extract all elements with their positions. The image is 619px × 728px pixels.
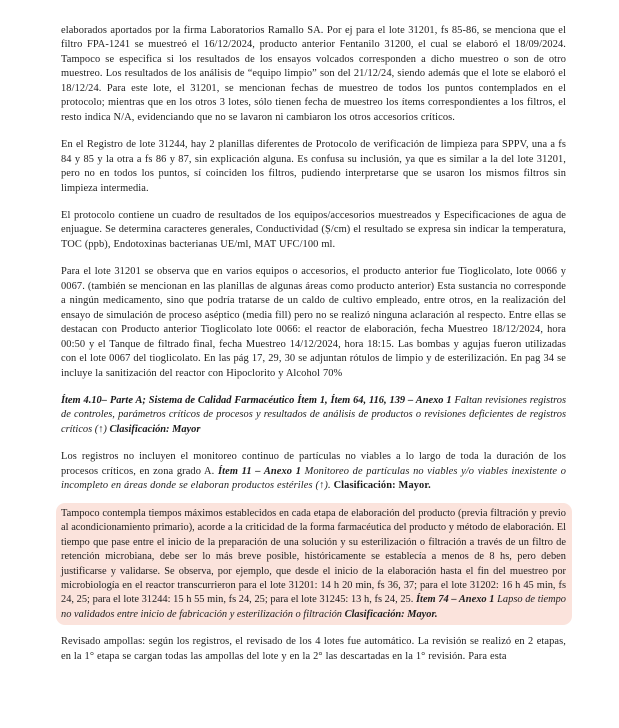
highlighted-finding-text — [61, 507, 566, 623]
paragraph-lot-31201-thioglycolate: Para el lote 31201 se observa que en varios equipos o accesorios, el producto anterior fue Tioglicolato, lote 0066 y 0067. (también se mencionan en las planillas de algunas áreas como producto anterior) Esta sustancia no corresponde a ningún medicamento, sino que podría tratarse de un caldo de cultivo empleado, entre otros, en la realización del ensayo de simulación de proceso aséptico (media fill) pero no se realizó ninguna aclaración al respecto. Entre ellas se destacan con Producto anterior Tioglicolato lote 0066: el reactor de elaboración, fecha Muestreo 18/12/2024, hora 00:50 y el Tanque de filtrado final, fecha Muestreo 14/12/2024, hora 18:15. Las bombas y agujas fueron utilizadas con el lote 0067 del tioglicolato. En las pág 17, 29, 30 se adjuntan rótulos de limpio y de esterilización. En pag 34 se incluye la sanitización del reactor con Hipoclorito y Alcohol 70% — [61, 266, 566, 379]
finding-2-reference: Ítem 11 – Anexo 1 — [218, 465, 301, 477]
highlighted-finding-classification: Clasificación: Mayor. — [344, 608, 438, 620]
paragraph-lot-31244-record: En el Registro de lote 31244, hay 2 planillas diferentes de Protocolo de verificación de limpieza para SPPV, una a fs 84 y 85 y la otra a fs 86 y 87, sin explicación alguna. Es confusa su inclusión, ya que es similar a la del lote 31201, pero no en todos los puntos, sí coinciden los filtros, pudiendo interpretarse que se usaron los mismos filtros sin limpieza intermedia. — [61, 139, 566, 194]
finding-2-lead-text: Los registros no incluyen el monitoreo continuo de partículas no viables a lo largo de toda la duración de los procesos críticos, en zona grado A. — [61, 451, 566, 477]
finding-1-reference: Ítem 4.10– Parte A; Sistema de Calidad Farmacéutico Ítem 1, Ítem 64, 116, 139 – Anexo 1 — [61, 394, 452, 406]
finding-item-11 — [61, 450, 566, 493]
finding-2-description: Monitoreo de partículas no viables y/o viables inexistente o incompleto en áreas donde se elaboran productos estériles (↑). — [61, 465, 566, 492]
finding-1-classification: Clasificación: Mayor — [109, 423, 201, 435]
paragraph-ampoule-inspection: Revisado ampollas: según los registros, el revisado de los 4 lotes fue automático. La revisión se realizó en 2 etapas, en la 1° etapa se cargan todas las ampollas del lote y en la 2° las descartadas en la 1° revisión. Para esta — [61, 636, 566, 662]
finding-2-classification: Clasificación: Mayor. — [333, 480, 431, 492]
highlighted-finding-item-74 — [61, 507, 566, 623]
highlighted-body-text: Tampoco contempla tiempos máximos establecidos en cada etapa de elaboración del producto (previa filtración y previo al acondicionamiento primario), acorde a la criticidad de la forma farmacéutica del producto y método de elaboración. El tiempo que pase entre el inicio de la preparación de una solución y su esterilización o filtración a través de un filtro de retención microbiana, debe ser lo más breve posible, históricamente se establecía a menos de 8 hs, pero deben justificarse y validarse. Se observa, por ejemplo, que desde el inicio de la elaboración hasta el fin del muestreo por microbiología en el reactor transcurrieron para el lote 31201: 14 h 20 min, fs 36, 37; para el lote 31202: 16 h 45 min, fs 24, 25; para el lote 31244: 15 h 55 min, fs 24, 25; para el lote 31245: 13 h, fs 24, 25. — [61, 507, 566, 606]
finding-item-4-10 — [61, 394, 566, 437]
highlighted-finding-description: Lapso de tiempo no validados entre inicio de fabricación y esterilización o filtración — [61, 594, 566, 620]
paragraph-protocol-results-table: El protocolo contiene un cuadro de resultados de los equipos/accesorios muestreados y Especificaciones de agua de enjuague. Se determina caracteres generales, Conductividad (Ṣ/cm) el resultado se expresa sin indicar la temperatura, TOC (ppb), Endotoxinas bacterianas UE/ml, MAT UFC/100 ml. — [61, 209, 566, 250]
paragraph-filters-sampling: elaborados aportados por la firma Laboratorios Ramallo SA. Por ej para el lote 31201, fs 85-86, se menciona que el filtro FPA-1241 se muestreó el 16/12/2024, producto anterior Fentanilo 31200, el cual se elaboró el 18/09/2024. Tampoco se especifica si los resultados de los ensayos volcados corresponden a dicho muestreo o son de otro muestreo. Los resultados de los análisis de “equipo limpio” son del 21/12/24, siendo además que el lote se elaboró el 18/12/24. Para este lote, el 31201, se mencionan fechas de muestreo de todos los puntos contemplados en el protocolo; mientras que en los otros 3 lotes, sólo tienen fecha de muestreo los ítems correspondientes a los filtros, el resto indica N/A, evidenciando que no se lavaron ni cambiaron los otros accesorios críticos. — [61, 25, 566, 123]
finding-1-description: Faltan revisiones registros de controles, parámetros críticos de procesos y resultados de análisis de productos o revisiones deficientes de registros críticos (↑) — [61, 394, 566, 435]
highlighted-finding-reference: Ítem 74 – Anexo 1 — [416, 594, 495, 606]
